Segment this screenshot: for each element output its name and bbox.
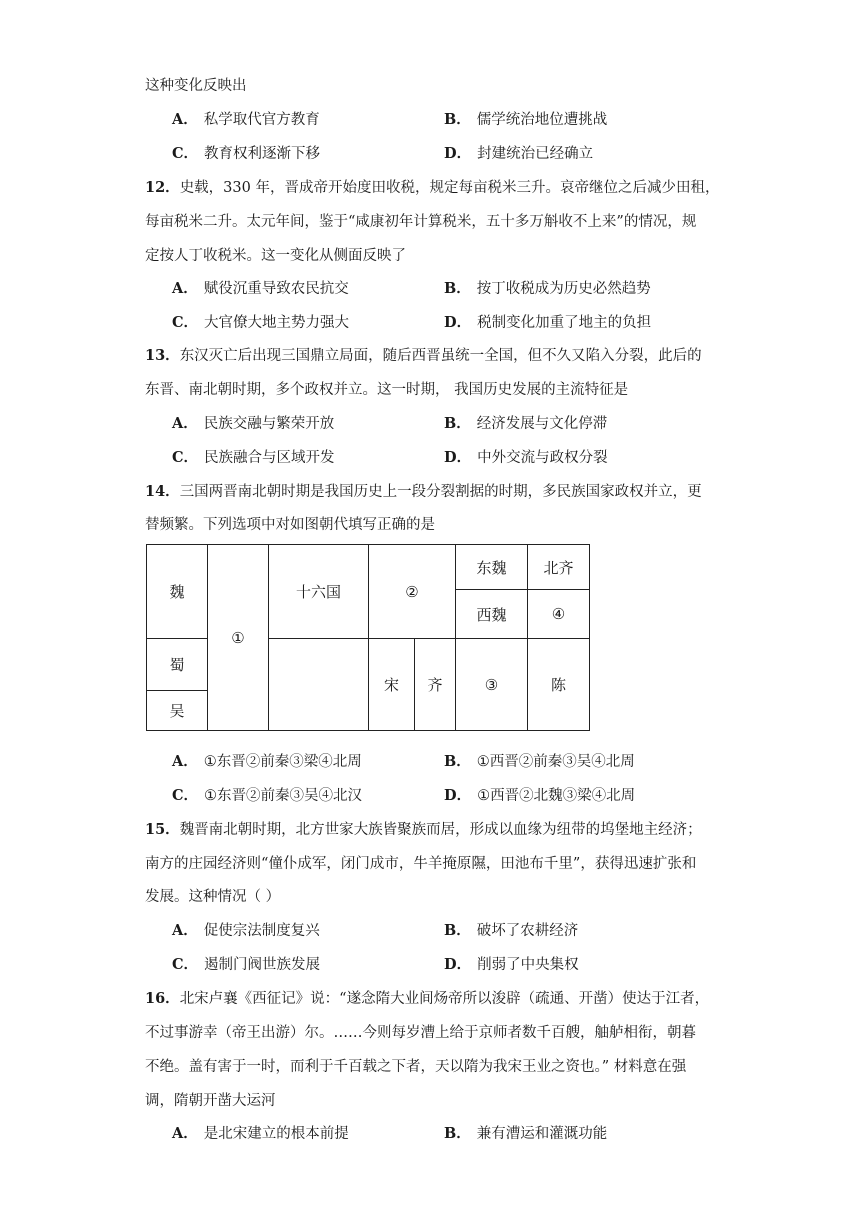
option-text: ①东晋②前秦③梁④北周 xyxy=(203,754,362,770)
option-label: B． xyxy=(444,415,471,432)
option-label: D． xyxy=(444,145,472,162)
q12-option-b[interactable] xyxy=(444,277,651,298)
option-label: C． xyxy=(172,449,199,466)
option-label: B． xyxy=(444,922,471,939)
option-label: B． xyxy=(444,1125,471,1142)
q16-stem-line-2: 不过事游幸（帝王出游）尔。……今则每岁漕上给于京师者数千百艘，舳舻相衔，朝暮 xyxy=(145,1025,696,1041)
option-label: A． xyxy=(172,1125,198,1142)
question-number: 15． xyxy=(145,821,180,838)
q15-stem-line-2: 南方的庄园经济则“僮仆成军，闭门成市，牛羊掩原隰，田池布千里”，获得迅速扩张和 xyxy=(145,856,697,872)
stem-text: 三国两晋南北朝时期是我国历史上一段分裂割据的时期，多民族国家政权并立，更 xyxy=(179,484,702,500)
option-text: 促使宗法制度复兴 xyxy=(203,923,320,939)
q14-option-a[interactable] xyxy=(172,750,362,771)
q15-option-c[interactable] xyxy=(172,953,320,974)
option-text: 赋役沉重导致农民抗交 xyxy=(203,281,349,297)
q11-option-d[interactable] xyxy=(444,142,593,163)
q16-option-a[interactable] xyxy=(172,1122,349,1143)
q13-option-d[interactable] xyxy=(444,446,608,467)
cell-empty xyxy=(268,638,369,731)
cell-bei-qi: 北齐 xyxy=(527,544,590,590)
option-text: 经济发展与文化停滞 xyxy=(476,416,608,432)
cell-shu: 蜀 xyxy=(146,638,208,691)
cell-chen: 陈 xyxy=(527,638,590,731)
option-text: 教育权利逐渐下移 xyxy=(204,146,321,162)
q12-option-a[interactable] xyxy=(172,277,349,298)
option-label: A． xyxy=(172,280,198,297)
option-text: 削弱了中央集权 xyxy=(477,957,579,973)
option-text: 税制变化加重了地主的负担 xyxy=(477,315,652,331)
option-text: 中外交流与政权分裂 xyxy=(477,450,608,466)
cell-dong-wei: 东魏 xyxy=(455,544,528,590)
option-text: 私学取代官方教育 xyxy=(203,112,320,128)
q13-option-b[interactable] xyxy=(444,412,607,433)
option-label: D． xyxy=(444,787,472,804)
q16-stem-line-1 xyxy=(145,987,709,1008)
option-text: 大官僚大地主势力强大 xyxy=(204,315,350,331)
option-text: 是北宋建立的根本前提 xyxy=(203,1126,349,1142)
q15-stem-line-1 xyxy=(145,818,702,839)
q15-option-d[interactable] xyxy=(444,953,579,974)
option-text: 按丁收税成为历史必然趋势 xyxy=(476,281,651,297)
option-text: ①西晋②北魏③梁④北周 xyxy=(477,788,636,804)
q12-stem-line-1 xyxy=(145,176,719,197)
stem-text: 北宋卢襄《西征记》说：“遂念隋大业间炀帝所以浚辟（疏通、开凿）使达于江者， xyxy=(179,991,710,1007)
option-label: B． xyxy=(444,111,471,128)
option-label: C． xyxy=(172,956,199,973)
stem-text: 魏晋南北朝时期，北方世家大族皆聚族而居，形成以血缘为纽带的坞堡地主经济； xyxy=(179,822,702,838)
q13-option-c[interactable] xyxy=(172,446,335,467)
q11-stem-tail: 这种变化反映出 xyxy=(145,78,247,94)
option-label: B． xyxy=(444,753,471,770)
q12-stem-line-2: 每亩税米二升。太元年间，鉴于“咸康初年计算税米，五十多万斛收不上来”的情况，规 xyxy=(145,214,697,230)
cell-xi-wei: 西魏 xyxy=(455,589,528,639)
q14-option-d[interactable] xyxy=(444,784,635,805)
question-number: 12． xyxy=(145,179,180,196)
q13-stem-line-2: 东晋、南北朝时期，多个政权并立。这一时期， 我国历史发展的主流特征是 xyxy=(145,382,629,398)
option-label: C． xyxy=(172,314,199,331)
q12-option-d[interactable] xyxy=(444,311,651,332)
q16-option-b[interactable] xyxy=(444,1122,607,1143)
option-label: A． xyxy=(172,111,198,128)
option-label: C． xyxy=(172,145,199,162)
q14-stem-line-1 xyxy=(145,480,702,501)
option-text: 破坏了农耕经济 xyxy=(476,923,579,939)
cell-blank-4: ④ xyxy=(527,589,590,639)
stem-text: 东汉灭亡后出现三国鼎立局面，随后西晋虽统一全国，但不久又陷入分裂，此后的 xyxy=(179,348,702,364)
q16-stem-line-4: 调，隋朝开凿大运河 xyxy=(145,1093,276,1109)
q16-stem-line-3: 不绝。盖有害于一时，而利于千百载之下者，天以隋为我宋王业之资也。” 材料意在强 xyxy=(145,1059,687,1075)
cell-wei: 魏 xyxy=(146,544,208,639)
option-label: D． xyxy=(444,314,472,331)
option-label: D． xyxy=(444,956,472,973)
option-label: A． xyxy=(172,753,198,770)
option-label: A． xyxy=(172,415,198,432)
cell-wu: 吴 xyxy=(146,690,208,731)
cell-sixteen-kingdoms: 十六国 xyxy=(268,544,369,639)
q13-option-a[interactable] xyxy=(172,412,334,433)
question-number: 16． xyxy=(145,990,180,1007)
q14-option-c[interactable] xyxy=(172,784,362,805)
q13-stem-line-1 xyxy=(145,344,702,365)
stem-text: 史载，330 年，晋成帝开始度田收税，规定每亩税米三升。哀帝继位之后减少田租， xyxy=(179,180,720,196)
option-label: D． xyxy=(444,449,472,466)
question-number: 14． xyxy=(145,483,180,500)
option-text: 儒学统治地位遭挑战 xyxy=(476,112,608,128)
q14-option-b[interactable] xyxy=(444,750,635,771)
option-text: 民族融合与区域开发 xyxy=(204,450,335,466)
option-text: 遏制门阀世族发展 xyxy=(204,957,321,973)
q15-option-b[interactable] xyxy=(444,919,578,940)
dynasty-table xyxy=(146,544,590,731)
cell-blank-1: ① xyxy=(207,544,269,731)
q15-stem-line-3: 发展。这种情况（ ） xyxy=(145,889,281,905)
option-text: 民族交融与繁荣开放 xyxy=(203,416,335,432)
cell-blank-3: ③ xyxy=(455,638,528,731)
option-label: B． xyxy=(444,280,471,297)
cell-qi: 齐 xyxy=(414,638,456,731)
option-label: C． xyxy=(172,787,199,804)
q11-option-a[interactable] xyxy=(172,108,320,129)
question-number: 13． xyxy=(145,347,180,364)
cell-blank-2: ② xyxy=(368,544,456,639)
q14-stem-line-2: 替频繁。下列选项中对如图朝代填写正确的是 xyxy=(145,517,435,533)
option-text: ①西晋②前秦③吴④北周 xyxy=(476,754,635,770)
cell-song: 宋 xyxy=(368,638,415,731)
q12-stem-line-3: 定按人丁收税米。这一变化从侧面反映了 xyxy=(145,248,406,264)
q11-option-c[interactable] xyxy=(172,142,320,163)
q11-option-b[interactable] xyxy=(444,108,607,129)
q12-option-c[interactable] xyxy=(172,311,349,332)
option-text: 封建统治已经确立 xyxy=(477,146,594,162)
q15-option-a[interactable] xyxy=(172,919,320,940)
option-text: ①东晋②前秦③吴④北汉 xyxy=(204,788,363,804)
option-text: 兼有漕运和灌溉功能 xyxy=(476,1126,608,1142)
option-label: A． xyxy=(172,922,198,939)
